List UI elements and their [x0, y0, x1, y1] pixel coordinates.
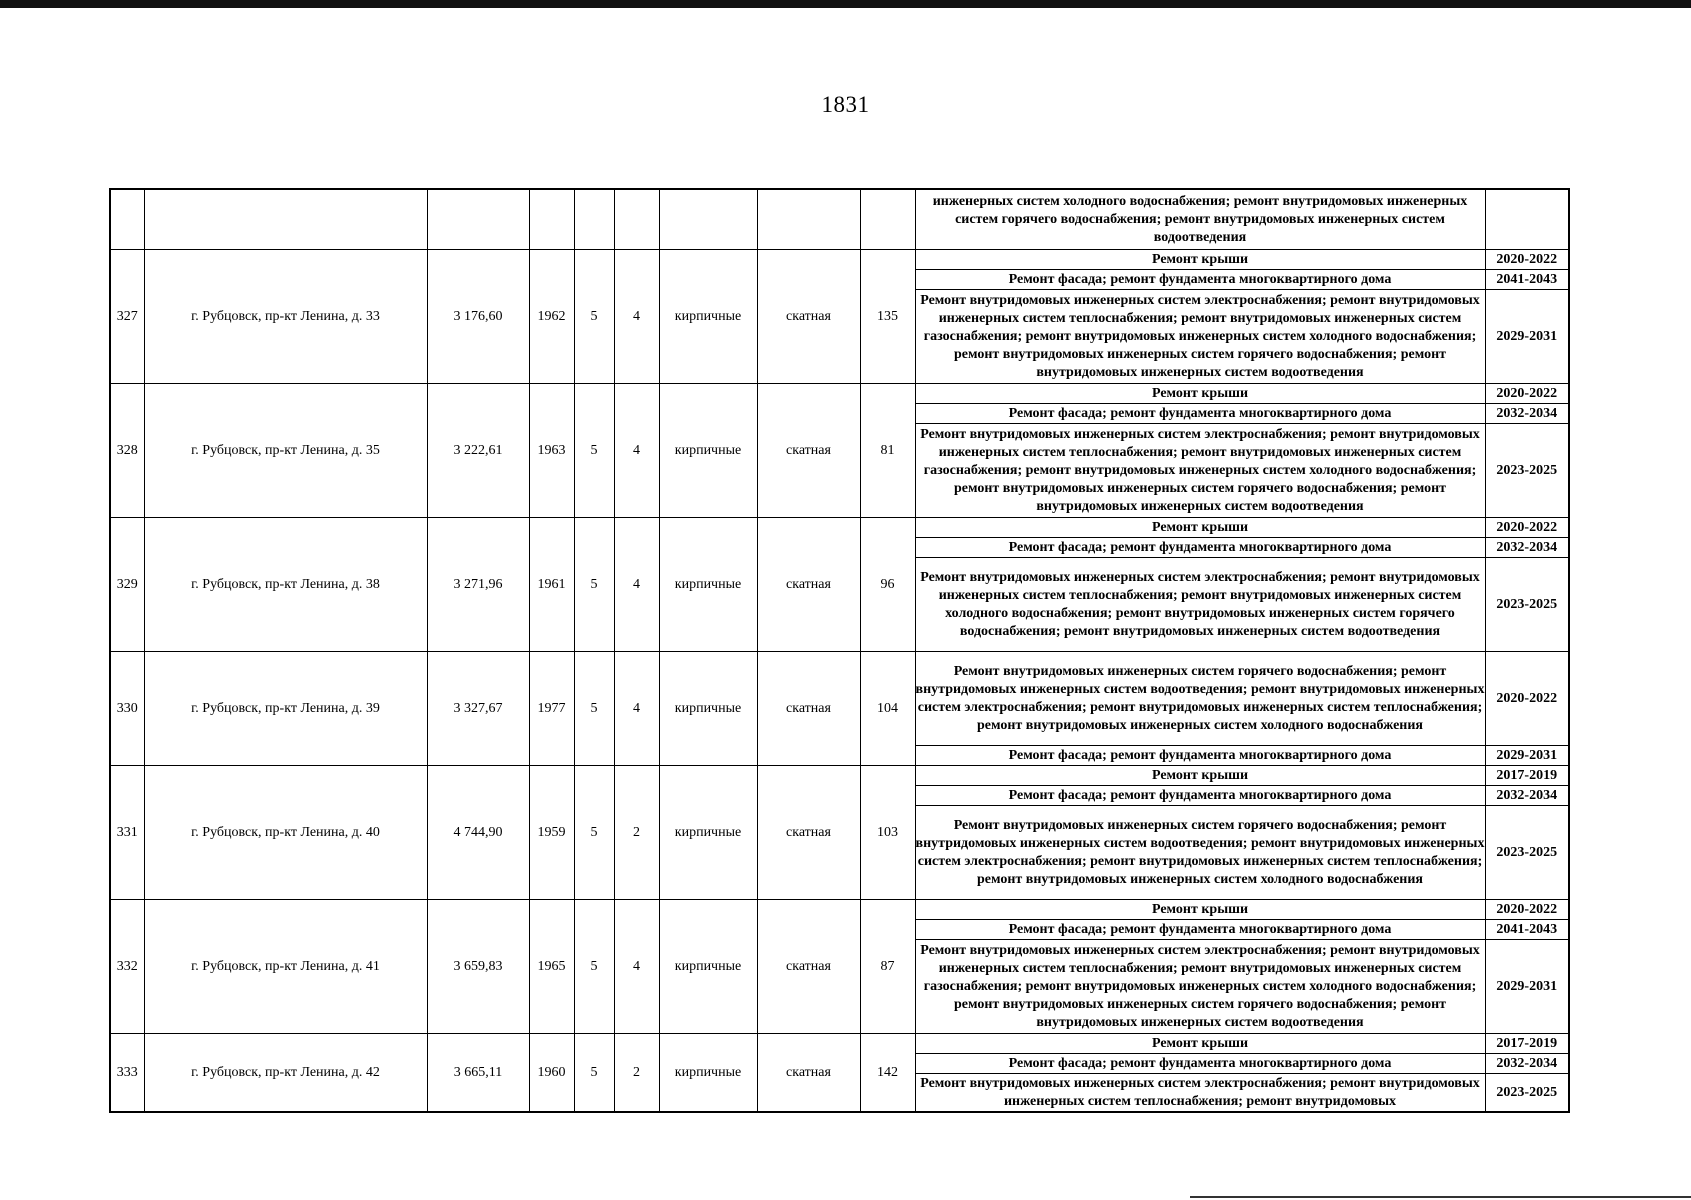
work-description: Ремонт фасада; ремонт фундамента многоквартирного дома [915, 920, 1485, 940]
year-built: 1959 [529, 766, 574, 900]
cell-empty [659, 189, 757, 250]
cell-empty [110, 189, 144, 250]
work-period: 2032-2034 [1485, 786, 1569, 806]
entrances: 4 [614, 900, 659, 1034]
work-period: 2032-2034 [1485, 538, 1569, 558]
roof-type: скатная [757, 518, 860, 652]
row-number: 329 [110, 518, 144, 652]
work-period: 2032-2034 [1485, 404, 1569, 424]
cell-empty [757, 189, 860, 250]
entrances: 4 [614, 518, 659, 652]
work-description: Ремонт крыши [915, 766, 1485, 786]
row-number: 333 [110, 1034, 144, 1113]
work-period: 2020-2022 [1485, 900, 1569, 920]
work-period: 2023-2025 [1485, 424, 1569, 518]
work-description: Ремонт крыши [915, 1034, 1485, 1054]
page-number: 1831 [821, 92, 870, 117]
address: г. Рубцовск, пр-кт Ленина, д. 33 [144, 250, 427, 384]
work-period: 2020-2022 [1485, 518, 1569, 538]
wall-material: кирпичные [659, 250, 757, 384]
total-area: 3 271,96 [427, 518, 529, 652]
roof-type: скатная [757, 766, 860, 900]
entrances: 2 [614, 1034, 659, 1113]
residents: 87 [860, 900, 915, 1034]
wall-material: кирпичные [659, 766, 757, 900]
table-row [110, 900, 1569, 920]
wall-material: кирпичные [659, 652, 757, 766]
work-description: Ремонт крыши [915, 384, 1485, 404]
entrances: 4 [614, 250, 659, 384]
residents: 142 [860, 1034, 915, 1113]
work-description: Ремонт внутридомовых инженерных систем электроснабжения; ремонт внутридомовых инженерных систем теплоснабжения; ремонт внутридомовых [915, 1074, 1485, 1113]
year-built: 1961 [529, 518, 574, 652]
address: г. Рубцовск, пр-кт Ленина, д. 40 [144, 766, 427, 900]
entrances: 2 [614, 766, 659, 900]
cell-empty [574, 189, 614, 250]
address: г. Рубцовск, пр-кт Ленина, д. 35 [144, 384, 427, 518]
work-description: Ремонт фасада; ремонт фундамента многоквартирного дома [915, 786, 1485, 806]
work-description: инженерных систем холодного водоснабжения; ремонт внутридомовых инженерных систем горячего водоснабжения; ремонт внутридомовых инженерных систем водоотведения [915, 189, 1485, 250]
work-period: 2029-2031 [1485, 746, 1569, 766]
row-number: 332 [110, 900, 144, 1034]
table-row [110, 384, 1569, 404]
scan-edge-top [0, 0, 1691, 8]
work-description: Ремонт крыши [915, 250, 1485, 270]
work-description: Ремонт крыши [915, 518, 1485, 538]
wall-material: кирпичные [659, 384, 757, 518]
floors: 5 [574, 900, 614, 1034]
roof-type: скатная [757, 1034, 860, 1113]
repair-schedule-table [109, 188, 1570, 1113]
total-area: 3 222,61 [427, 384, 529, 518]
work-period: 2023-2025 [1485, 806, 1569, 900]
row-number: 328 [110, 384, 144, 518]
wall-material: кирпичные [659, 1034, 757, 1113]
work-period: 2023-2025 [1485, 1074, 1569, 1113]
total-area: 3 665,11 [427, 1034, 529, 1113]
residents: 104 [860, 652, 915, 766]
roof-type: скатная [757, 384, 860, 518]
total-area: 4 744,90 [427, 766, 529, 900]
wall-material: кирпичные [659, 900, 757, 1034]
address: г. Рубцовск, пр-кт Ленина, д. 39 [144, 652, 427, 766]
cell-empty [860, 189, 915, 250]
continuation-row [110, 189, 1569, 250]
entrances: 4 [614, 384, 659, 518]
table-row [110, 652, 1569, 746]
floors: 5 [574, 384, 614, 518]
residents: 103 [860, 766, 915, 900]
work-description: Ремонт фасада; ремонт фундамента многоквартирного дома [915, 270, 1485, 290]
floors: 5 [574, 250, 614, 384]
work-description: Ремонт внутридомовых инженерных систем горячего водоснабжения; ремонт внутридомовых инженерных систем водоотведения; ремонт внутридомовых инженерных систем электроснабжения; ремонт внутридомовых инженерных систем теплоснабжения; ремонт внутридомовых инженерных систем холодного водоснабжения [915, 652, 1485, 746]
total-area: 3 176,60 [427, 250, 529, 384]
floors: 5 [574, 766, 614, 900]
wall-material: кирпичные [659, 518, 757, 652]
work-description: Ремонт фасада; ремонт фундамента многоквартирного дома [915, 538, 1485, 558]
row-number: 331 [110, 766, 144, 900]
roof-type: скатная [757, 900, 860, 1034]
year-built: 1965 [529, 900, 574, 1034]
work-period: 2020-2022 [1485, 250, 1569, 270]
address: г. Рубцовск, пр-кт Ленина, д. 42 [144, 1034, 427, 1113]
work-description: Ремонт внутридомовых инженерных систем горячего водоснабжения; ремонт внутридомовых инженерных систем водоотведения; ремонт внутридомовых инженерных систем электроснабжения; ремонт внутридомовых инженерных систем теплоснабжения; ремонт внутридомовых инженерных систем холодного водоснабжения [915, 806, 1485, 900]
year-built: 1962 [529, 250, 574, 384]
work-period: 2017-2019 [1485, 1034, 1569, 1054]
work-description: Ремонт внутридомовых инженерных систем электроснабжения; ремонт внутридомовых инженерных систем теплоснабжения; ремонт внутридомовых инженерных систем газоснабжения; ремонт внутридомовых инженерных систем холодного водоснабжения; ремонт внутридомовых инженерных систем горячего водоснабжения; ремонт внутридомовых инженерных систем водоотведения [915, 940, 1485, 1034]
work-description: Ремонт внутридомовых инженерных систем электроснабжения; ремонт внутридомовых инженерных систем теплоснабжения; ремонт внутридомовых инженерных систем холодного водоснабжения; ремонт внутридомовых инженерных систем горячего водоснабжения; ремонт внутридомовых инженерных систем водоотведения [915, 558, 1485, 652]
table-row [110, 766, 1569, 786]
table-row [110, 518, 1569, 538]
work-description: Ремонт крыши [915, 900, 1485, 920]
floors: 5 [574, 518, 614, 652]
cell-empty [614, 189, 659, 250]
row-number: 330 [110, 652, 144, 766]
work-period: 2032-2034 [1485, 1054, 1569, 1074]
floors: 5 [574, 652, 614, 766]
work-period: 2029-2031 [1485, 940, 1569, 1034]
total-area: 3 327,67 [427, 652, 529, 766]
year-built: 1963 [529, 384, 574, 518]
work-period: 2020-2022 [1485, 652, 1569, 746]
work-description: Ремонт фасада; ремонт фундамента многоквартирного дома [915, 1054, 1485, 1074]
table-row [110, 1034, 1569, 1054]
table-row [110, 250, 1569, 270]
work-period: 2041-2043 [1485, 920, 1569, 940]
cell-empty [529, 189, 574, 250]
work-period [1485, 189, 1569, 250]
scan-edge-bottom [1190, 1196, 1691, 1198]
roof-type: скатная [757, 250, 860, 384]
residents: 96 [860, 518, 915, 652]
residents: 81 [860, 384, 915, 518]
table-body [110, 189, 1569, 1112]
work-period: 2017-2019 [1485, 766, 1569, 786]
work-description: Ремонт внутридомовых инженерных систем электроснабжения; ремонт внутридомовых инженерных систем теплоснабжения; ремонт внутридомовых инженерных систем газоснабжения; ремонт внутридомовых инженерных систем холодного водоснабжения; ремонт внутридомовых инженерных систем горячего водоснабжения; ремонт внутридомовых инженерных систем водоотведения [915, 290, 1485, 384]
floors: 5 [574, 1034, 614, 1113]
year-built: 1960 [529, 1034, 574, 1113]
address: г. Рубцовск, пр-кт Ленина, д. 41 [144, 900, 427, 1034]
work-description: Ремонт фасада; ремонт фундамента многоквартирного дома [915, 404, 1485, 424]
work-period: 2020-2022 [1485, 384, 1569, 404]
work-period: 2029-2031 [1485, 290, 1569, 384]
work-period: 2023-2025 [1485, 558, 1569, 652]
entrances: 4 [614, 652, 659, 766]
work-description: Ремонт фасада; ремонт фундамента многоквартирного дома [915, 746, 1485, 766]
work-period: 2041-2043 [1485, 270, 1569, 290]
row-number: 327 [110, 250, 144, 384]
cell-empty [144, 189, 427, 250]
residents: 135 [860, 250, 915, 384]
total-area: 3 659,83 [427, 900, 529, 1034]
roof-type: скатная [757, 652, 860, 766]
cell-empty [427, 189, 529, 250]
work-description: Ремонт внутридомовых инженерных систем электроснабжения; ремонт внутридомовых инженерных систем теплоснабжения; ремонт внутридомовых инженерных систем газоснабжения; ремонт внутридомовых инженерных систем холодного водоснабжения; ремонт внутридомовых инженерных систем горячего водоснабжения; ремонт внутридомовых инженерных систем водоотведения [915, 424, 1485, 518]
address: г. Рубцовск, пр-кт Ленина, д. 38 [144, 518, 427, 652]
year-built: 1977 [529, 652, 574, 766]
